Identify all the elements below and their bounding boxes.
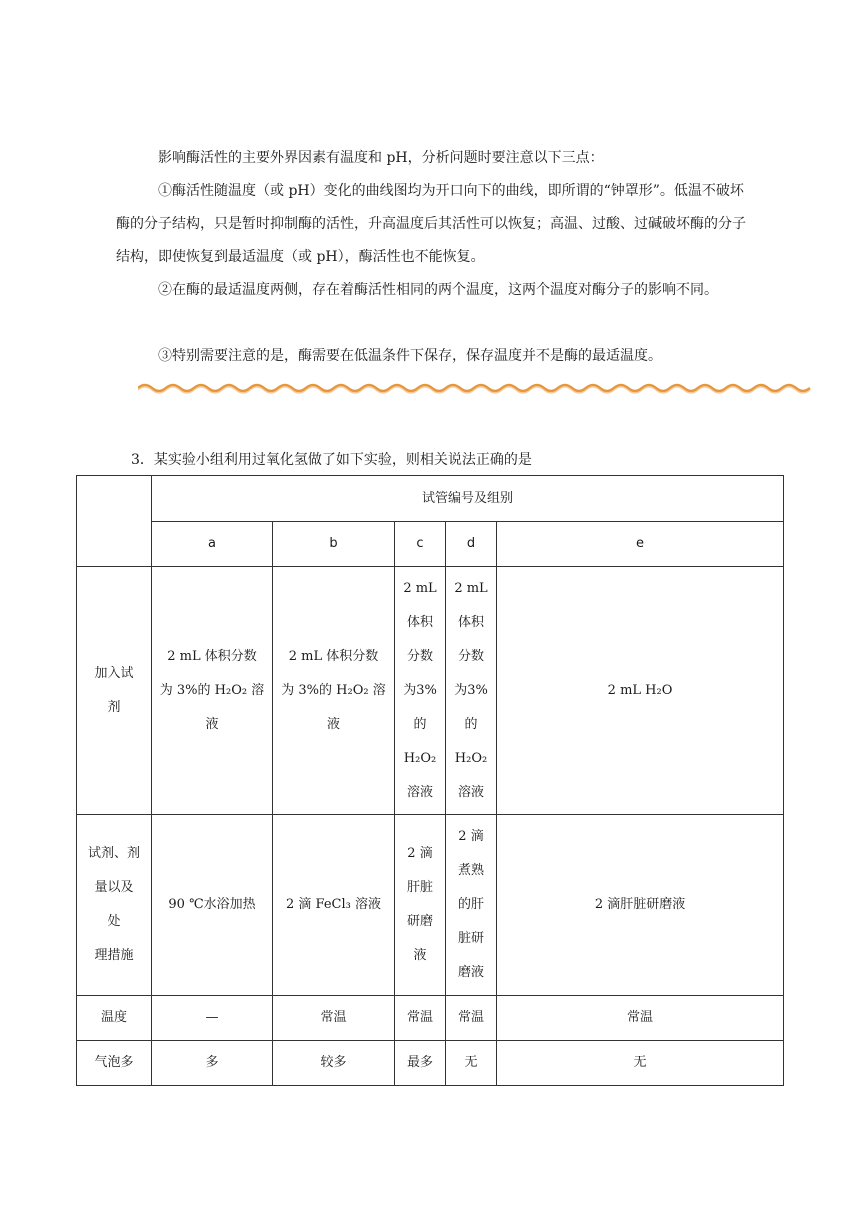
cell-bubbles-e: 无	[497, 1041, 784, 1086]
row-label-reagent: 加入试 剂	[77, 567, 152, 815]
cell-bubbles-a: 多	[152, 1041, 273, 1086]
intro-paragraph-1: 影响酶活性的主要外界因素有温度和 pH，分析问题时要注意以下三点：	[158, 150, 604, 166]
col-label-b: b	[273, 522, 395, 567]
cell-reagent-d: 2 mL 体积 分数 为3% 的 H₂O₂ 溶液	[446, 567, 497, 815]
cell-temperature-b: 常温	[273, 996, 395, 1041]
table-corner-cell	[77, 476, 152, 567]
table-row-temperature	[77, 996, 784, 1041]
intro-paragraph-4: ③特别需要注意的是，酶需要在低温条件下保存，保存温度并不是酶的最适温度。	[158, 348, 662, 364]
cell-temperature-a: —	[152, 996, 273, 1041]
cell-treatment-c: 2 滴 肝脏 研磨 液	[395, 815, 446, 996]
cell-bubbles-d: 无	[446, 1041, 497, 1086]
table-row-treatment	[77, 815, 784, 996]
cell-reagent-e: 2 mL H₂O	[497, 567, 784, 815]
col-label-d: d	[446, 522, 497, 567]
group-header-cell: 试管编号及组别	[152, 476, 784, 522]
row-label-treatment: 试剂、剂 量以及 处 理措施	[77, 815, 152, 996]
table-row-bubbles	[77, 1041, 784, 1086]
cell-treatment-e: 2 滴肝脏研磨液	[497, 815, 784, 996]
intro-paragraph-2: ①酶活性随温度（或 pH）变化的曲线图均为开口向下的曲线，即所谓的“钟罩形”。低温不破坏酶的分子结构，只是暂时抑制酶的活性，升高温度后其活性可以恢复；高温、过酸、过碱破坏酶的分子结构，即使恢复到最适温度（或 pH），酶活性也不能恢复。	[116, 183, 746, 265]
table-row-reagent	[77, 567, 784, 815]
wavy-divider	[138, 380, 818, 394]
cell-temperature-c: 常温	[395, 996, 446, 1041]
row-label-bubbles: 气泡多	[77, 1041, 152, 1086]
col-label-e: e	[497, 522, 784, 567]
cell-treatment-d: 2 滴 煮熟 的肝 脏研 磨液	[446, 815, 497, 996]
cell-bubbles-c: 最多	[395, 1041, 446, 1086]
cell-treatment-a: 90 ℃水浴加热	[152, 815, 273, 996]
cell-reagent-b: 2 mL 体积分数 为 3%的 H₂O₂ 溶 液	[273, 567, 395, 815]
row-label-temperature: 温度	[77, 996, 152, 1041]
cell-treatment-b: 2 滴 FeCl₃ 溶液	[273, 815, 395, 996]
cell-temperature-d: 常温	[446, 996, 497, 1041]
experiment-table	[76, 475, 784, 1086]
cell-temperature-e: 常温	[497, 996, 784, 1041]
cell-bubbles-b: 较多	[273, 1041, 395, 1086]
question-title: 3．某实验小组利用过氧化氢做了如下实验，则相关说法正确的是	[131, 452, 532, 468]
column-label-row	[77, 522, 784, 567]
cell-reagent-a: 2 mL 体积分数 为 3%的 H₂O₂ 溶 液	[152, 567, 273, 815]
table-header-row	[77, 476, 784, 522]
col-label-c: c	[395, 522, 446, 567]
cell-reagent-c: 2 mL 体积 分数 为3% 的 H₂O₂ 溶液	[395, 567, 446, 815]
col-label-a: a	[152, 522, 273, 567]
intro-paragraph-3: ②在酶的最适温度两侧，存在着酶活性相同的两个温度，这两个温度对酶分子的影响不同。	[158, 282, 718, 298]
